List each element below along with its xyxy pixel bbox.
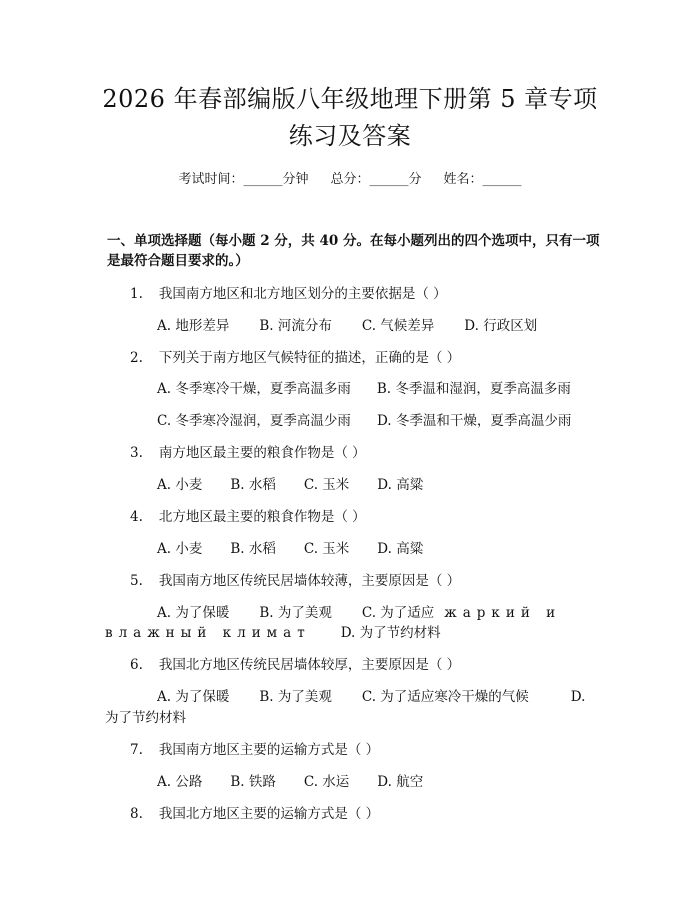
question-6-options-row-2 bbox=[105, 706, 186, 726]
option-a: A. 公路 bbox=[157, 774, 203, 790]
document-title-line-1: 2026 年春部编版八年级地理下册第 5 章专项 bbox=[102, 85, 598, 113]
question-1 bbox=[130, 282, 447, 302]
time-blank: ______ bbox=[243, 172, 283, 187]
question-6-options-row-1 bbox=[157, 685, 585, 705]
question-1-options bbox=[157, 314, 537, 334]
time-label: 考试时间： bbox=[178, 172, 244, 187]
question-7-options bbox=[157, 770, 423, 790]
question-3 bbox=[130, 441, 366, 461]
question-text: 南方地区最主要的粮食作物是（ ） bbox=[158, 445, 366, 461]
option-a: A. 为了保暖 bbox=[157, 689, 230, 705]
option-b: B. 为了美观 bbox=[259, 605, 332, 621]
question-text: 我国北方地区传统民居墙体较厚，主要原因是（ ） bbox=[158, 657, 461, 673]
option-c: C. 为了适应 bbox=[361, 605, 435, 621]
option-c: C. 玉米 bbox=[303, 477, 350, 493]
option-d-tail: 为了节约材料 bbox=[105, 710, 186, 726]
option-b: B. 河流分布 bbox=[259, 318, 332, 334]
question-number: 3. bbox=[130, 445, 143, 461]
option-a: A. 地形差异 bbox=[157, 318, 230, 334]
question-4-options bbox=[157, 537, 423, 557]
question-number: 1. bbox=[130, 286, 143, 302]
option-b: B. 水稻 bbox=[230, 541, 276, 557]
question-7 bbox=[130, 738, 379, 758]
option-c: C. 冬季寒冷湿润，夏季高温少雨 bbox=[157, 413, 351, 429]
option-c-tail-2: влажный климат bbox=[105, 625, 311, 641]
question-5-options-row-1 bbox=[157, 601, 561, 621]
question-number: 6. bbox=[130, 657, 143, 673]
score-blank: ______ bbox=[369, 172, 409, 187]
option-d: D. 为了节约材料 bbox=[340, 625, 441, 641]
question-3-options bbox=[157, 473, 423, 493]
option-c-tail-1: жаркий и bbox=[444, 605, 562, 621]
option-d: D. 行政区划 bbox=[464, 318, 538, 334]
option-d: D. 高粱 bbox=[377, 541, 424, 557]
option-c: C. 玉米 bbox=[303, 541, 350, 557]
option-b: B. 为了美观 bbox=[259, 689, 332, 705]
section-heading-line-1: 一、单项选择题（每小题 2 分，共 40 分。在每小题列出的四个选项中，只有一项 bbox=[107, 233, 600, 249]
question-text: 下列关于南方地区气候特征的描述，正确的是（ ） bbox=[158, 350, 461, 366]
question-5 bbox=[130, 569, 460, 589]
question-text: 我国北方地区主要的运输方式是（ ） bbox=[158, 806, 380, 822]
score-unit: 分 bbox=[408, 172, 422, 187]
option-b: B. 冬季温和湿润，夏季高温多雨 bbox=[376, 381, 571, 397]
option-d: D. bbox=[570, 689, 586, 705]
option-d: D. 高粱 bbox=[377, 477, 424, 493]
option-d: D. 冬季温和干燥，夏季高温少雨 bbox=[376, 413, 572, 429]
question-8 bbox=[130, 802, 379, 822]
question-number: 2. bbox=[130, 350, 143, 366]
question-number: 7. bbox=[130, 742, 143, 758]
question-2 bbox=[130, 346, 460, 366]
section-heading-line-2: 是最符合题目要求的。） bbox=[107, 253, 249, 269]
option-c: C. 水运 bbox=[303, 774, 350, 790]
option-d: D. 航空 bbox=[377, 774, 424, 790]
question-number: 5. bbox=[130, 573, 143, 589]
question-text: 北方地区最主要的粮食作物是（ ） bbox=[158, 509, 366, 525]
question-text: 我国南方地区传统民居墙体较薄，主要原因是（ ） bbox=[158, 573, 461, 589]
question-text: 我国南方地区主要的运输方式是（ ） bbox=[158, 742, 380, 758]
name-label: 姓名： bbox=[443, 172, 483, 187]
option-a: A. 冬季寒冷干燥，夏季高温多雨 bbox=[157, 381, 351, 397]
question-4 bbox=[130, 505, 366, 525]
question-number: 8. bbox=[130, 806, 143, 822]
time-unit: 分钟 bbox=[282, 172, 309, 187]
option-a: A. 小麦 bbox=[157, 541, 203, 557]
score-label: 总分： bbox=[330, 172, 370, 187]
question-5-options-row-2 bbox=[105, 621, 441, 641]
option-b: B. 水稻 bbox=[230, 477, 276, 493]
section-heading bbox=[107, 231, 607, 271]
question-2-options-row-2 bbox=[157, 409, 571, 429]
exam-meta bbox=[0, 168, 700, 187]
question-text: 我国南方地区和北方地区划分的主要依据是（ ） bbox=[158, 286, 447, 302]
option-a: A. 为了保暖 bbox=[157, 605, 230, 621]
option-a: A. 小麦 bbox=[157, 477, 203, 493]
question-2-options-row-1 bbox=[157, 377, 571, 397]
document-title-line-2: 练习及答案 bbox=[288, 122, 412, 150]
option-b: B. 铁路 bbox=[230, 774, 276, 790]
option-c: C. 为了适应寒冷干燥的气候 bbox=[361, 689, 529, 705]
question-6 bbox=[130, 653, 460, 673]
name-blank: ______ bbox=[482, 172, 522, 187]
question-number: 4. bbox=[130, 509, 143, 525]
option-c: C. 气候差异 bbox=[361, 318, 435, 334]
